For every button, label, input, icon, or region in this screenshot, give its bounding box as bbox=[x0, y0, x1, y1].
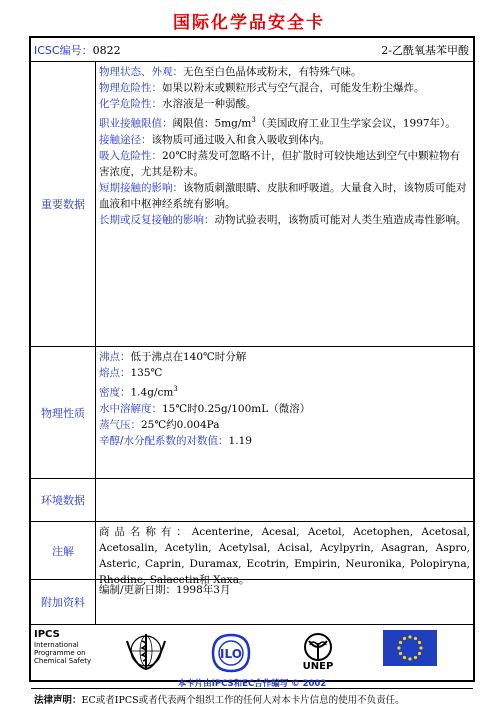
safety-card bbox=[29, 36, 475, 706]
physical-property-item-key: 沸点： bbox=[99, 351, 131, 363]
important-data-item bbox=[99, 180, 470, 212]
additional-info-content: 编制/更新日期：1998年3月 bbox=[99, 584, 231, 596]
legal-text: EC或者IPCS或者代表两个组织工作的任何人对本卡片信息的使用不负责任。 bbox=[81, 695, 405, 706]
important-data-section bbox=[31, 62, 473, 347]
notes-content: 商品名称有：Acenterine, Acesal, Acetol, Acetophen, Acetosal, Acetosalin, Acetylin, Acetylsal, Acisal, Acylpyrin, Asagran, Aspro, Asteric, Caprin, Duramax, Ecotrin, Empirin, Neuronika, Polopiryna, Rhodine, Salacetin和 Xaxa。 bbox=[99, 526, 470, 586]
environment-label: 环境数据 bbox=[31, 479, 96, 521]
important-data-item bbox=[99, 96, 470, 112]
physical-property-item-value: 1.19 bbox=[228, 434, 252, 447]
physical-property-item-key: 辛醇/水分配系数的对数值： bbox=[99, 434, 229, 447]
icsc-number bbox=[34, 42, 121, 58]
physical-property-item-value: 25℃约0.004Pa bbox=[141, 418, 220, 431]
important-data-item-key: 接触途径： bbox=[99, 133, 152, 146]
physical-property-item bbox=[99, 381, 470, 401]
ilo-logo-icon bbox=[207, 631, 255, 675]
physical-properties-content bbox=[96, 347, 473, 478]
important-data-item-value: 阈限值：5mg/m bbox=[172, 117, 252, 130]
important-data-item bbox=[99, 212, 470, 228]
physical-property-item-key: 蒸气压： bbox=[99, 418, 141, 431]
important-data-item bbox=[99, 64, 470, 80]
physical-properties-section bbox=[31, 347, 473, 479]
important-data-item-key: 物理状态、外观： bbox=[99, 66, 183, 78]
card-title: 国际化学品安全卡 bbox=[173, 13, 325, 33]
important-data-item bbox=[99, 148, 470, 180]
physical-property-item bbox=[99, 417, 470, 433]
important-data-item-value: 20℃时蒸发可忽略不计，但扩散时可较快地达到空气中颗粒物有害浓度，尤其是粉末。 bbox=[99, 149, 461, 178]
ipcs-line-1: International bbox=[34, 641, 79, 649]
notes-section bbox=[31, 522, 473, 586]
who-logo-icon bbox=[123, 631, 169, 671]
ipcs-line-2: Programme on bbox=[34, 649, 86, 657]
physical-property-item-key: 密度： bbox=[99, 386, 131, 399]
important-data-item bbox=[99, 112, 470, 132]
physical-property-item-superscript: 3 bbox=[173, 385, 178, 393]
physical-property-item-value: 135℃ bbox=[130, 367, 163, 379]
important-data-item-value-after: （美国政府工业卫生学家会议，1997年）。 bbox=[255, 117, 456, 130]
important-data-content bbox=[96, 62, 473, 346]
icsc-value: 0822 bbox=[92, 44, 121, 57]
physical-property-item bbox=[99, 433, 470, 449]
important-data-item-value: 该物质可通过吸入和食入吸收到体内。 bbox=[151, 133, 330, 146]
important-data-item bbox=[99, 80, 470, 96]
additional-info-label: 附加资料 bbox=[31, 580, 96, 624]
physical-property-item bbox=[99, 401, 470, 417]
important-data-item-value: 动物试验表明，该物质可能对人类生殖造成毒性影响。 bbox=[214, 213, 467, 226]
logo-strip bbox=[31, 625, 473, 689]
card-header-row bbox=[31, 38, 473, 62]
unep-label: UNEP bbox=[302, 661, 334, 672]
notes-label: 注解 bbox=[31, 522, 96, 579]
important-data-item-superscript: 3 bbox=[251, 116, 256, 124]
physical-property-item-key: 水中溶解度： bbox=[99, 402, 162, 415]
important-data-label: 重要数据 bbox=[31, 62, 96, 346]
icsc-label: ICSC编号： bbox=[34, 44, 93, 57]
physical-property-item-value: 低于沸点在140℃时分解 bbox=[130, 351, 247, 363]
legal-label: 法律声明： bbox=[34, 695, 82, 706]
additional-info-row bbox=[31, 579, 473, 625]
physical-property-item-value: 15℃时0.25g/100mL（微溶） bbox=[162, 402, 311, 415]
important-data-item-value: 水溶液是一种弱酸。 bbox=[162, 98, 257, 110]
physical-property-item-key: 熔点： bbox=[99, 367, 131, 379]
eu-flag-icon bbox=[383, 630, 437, 666]
important-data-item-value: 如果以粉末或颗粒形式与空气混合，可能发生粉尘爆炸。 bbox=[162, 82, 425, 94]
physical-property-item-value: 1.4g/cm bbox=[130, 386, 174, 399]
legal-statement bbox=[31, 689, 473, 706]
important-data-item-key: 短期接触的影响： bbox=[99, 181, 183, 194]
ipcs-line-3: Chemical Safety bbox=[34, 657, 92, 665]
environment-section bbox=[31, 479, 473, 522]
important-data-item-key: 职业接触限值： bbox=[99, 117, 173, 130]
physical-properties-label: 物理性质 bbox=[31, 347, 96, 478]
important-data-item-value: 该物质刺激眼睛、皮肤和呼吸道。大量食入时，该物质可能对血液和中枢神经系统有影响。 bbox=[99, 181, 467, 210]
ipcs-logo-text bbox=[34, 629, 91, 665]
svg-text:ILO: ILO bbox=[220, 647, 242, 661]
important-data-item-key: 长期或反复接触的影响： bbox=[99, 213, 215, 226]
chemical-name: 2-乙酰氧基苯甲酸 bbox=[381, 44, 469, 57]
important-data-item-value: 无色至白色晶体或粉末，有特殊气味。 bbox=[183, 66, 362, 78]
important-data-item-key: 吸入危险性： bbox=[99, 149, 162, 162]
important-data-item-key: 物理危险性： bbox=[99, 82, 162, 94]
physical-property-item bbox=[99, 349, 470, 365]
environment-content bbox=[96, 479, 473, 521]
important-data-item-key: 化学危险性： bbox=[99, 98, 162, 110]
ipcs-title: IPCS bbox=[34, 629, 60, 640]
important-data-item bbox=[99, 132, 470, 148]
physical-property-item bbox=[99, 365, 470, 381]
credit-line: 本卡片由IPCS和EC合作编写 © 2002 bbox=[177, 679, 327, 689]
